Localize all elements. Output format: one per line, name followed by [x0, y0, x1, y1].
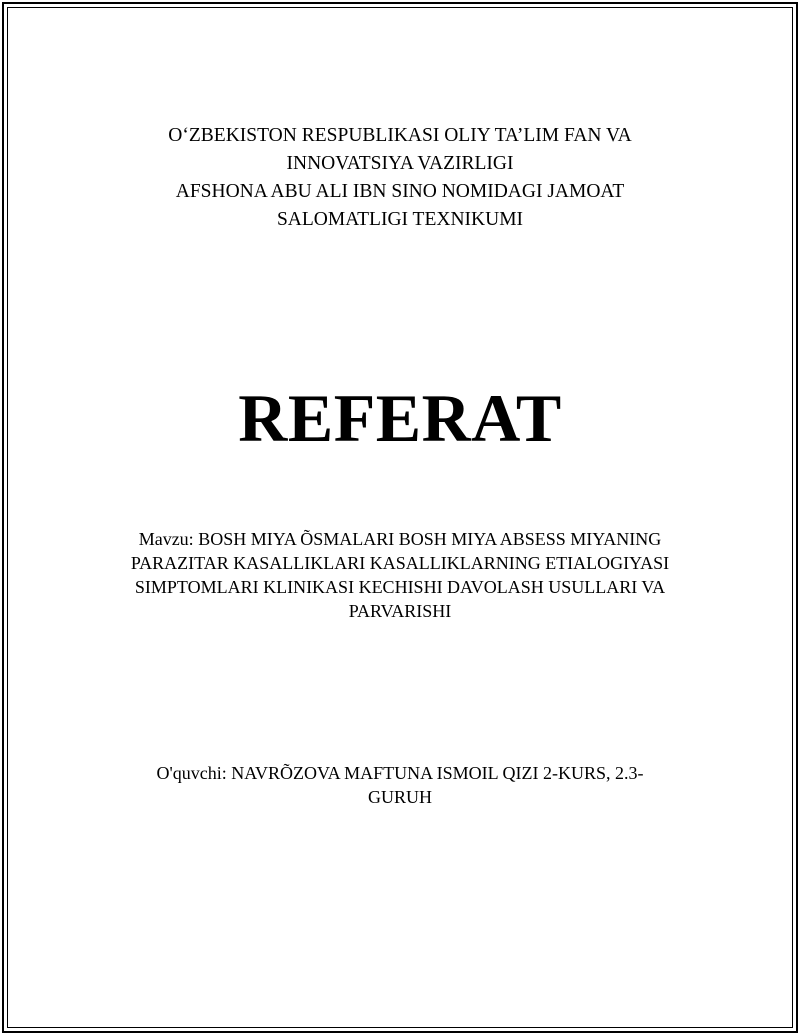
topic-line: Mavzu: BOSH MIYA ÕSMALARI BOSH MIYA ABSESS MIYANING	[138, 529, 662, 549]
topic-line: PARAZITAR KASALLIKLARI KASALLIKLARNING ETIALOGIYASI	[130, 553, 670, 573]
header-line: SALOMATLIGI TEXNIKUMI	[276, 209, 524, 230]
topic-line: SIMPTOMLARI KLINIKASI KECHISHI DAVOLASH USULLARI VA	[134, 577, 666, 597]
header-line: AFSHONA ABU ALI IBN SINO NOMIDAGI JAMOAT	[175, 181, 625, 202]
topic-line: PARVARISHI	[348, 601, 452, 621]
student-line: O'quvchi: NAVRÕZOVA MAFTUNA ISMOIL QIZI 2-KURS, 2.3-	[156, 763, 644, 783]
topic-text	[0, 527, 800, 623]
header-line: O‘ZBEKISTON RESPUBLIKASI OLIY TA’LIM FAN VA	[168, 125, 632, 146]
student-info	[0, 761, 800, 809]
student-line: GURUH	[367, 787, 432, 807]
document-title: REFERAT	[238, 380, 562, 456]
institution-header	[0, 122, 800, 234]
header-line: INNOVATSIYA VAZIRLIGI	[286, 153, 514, 174]
